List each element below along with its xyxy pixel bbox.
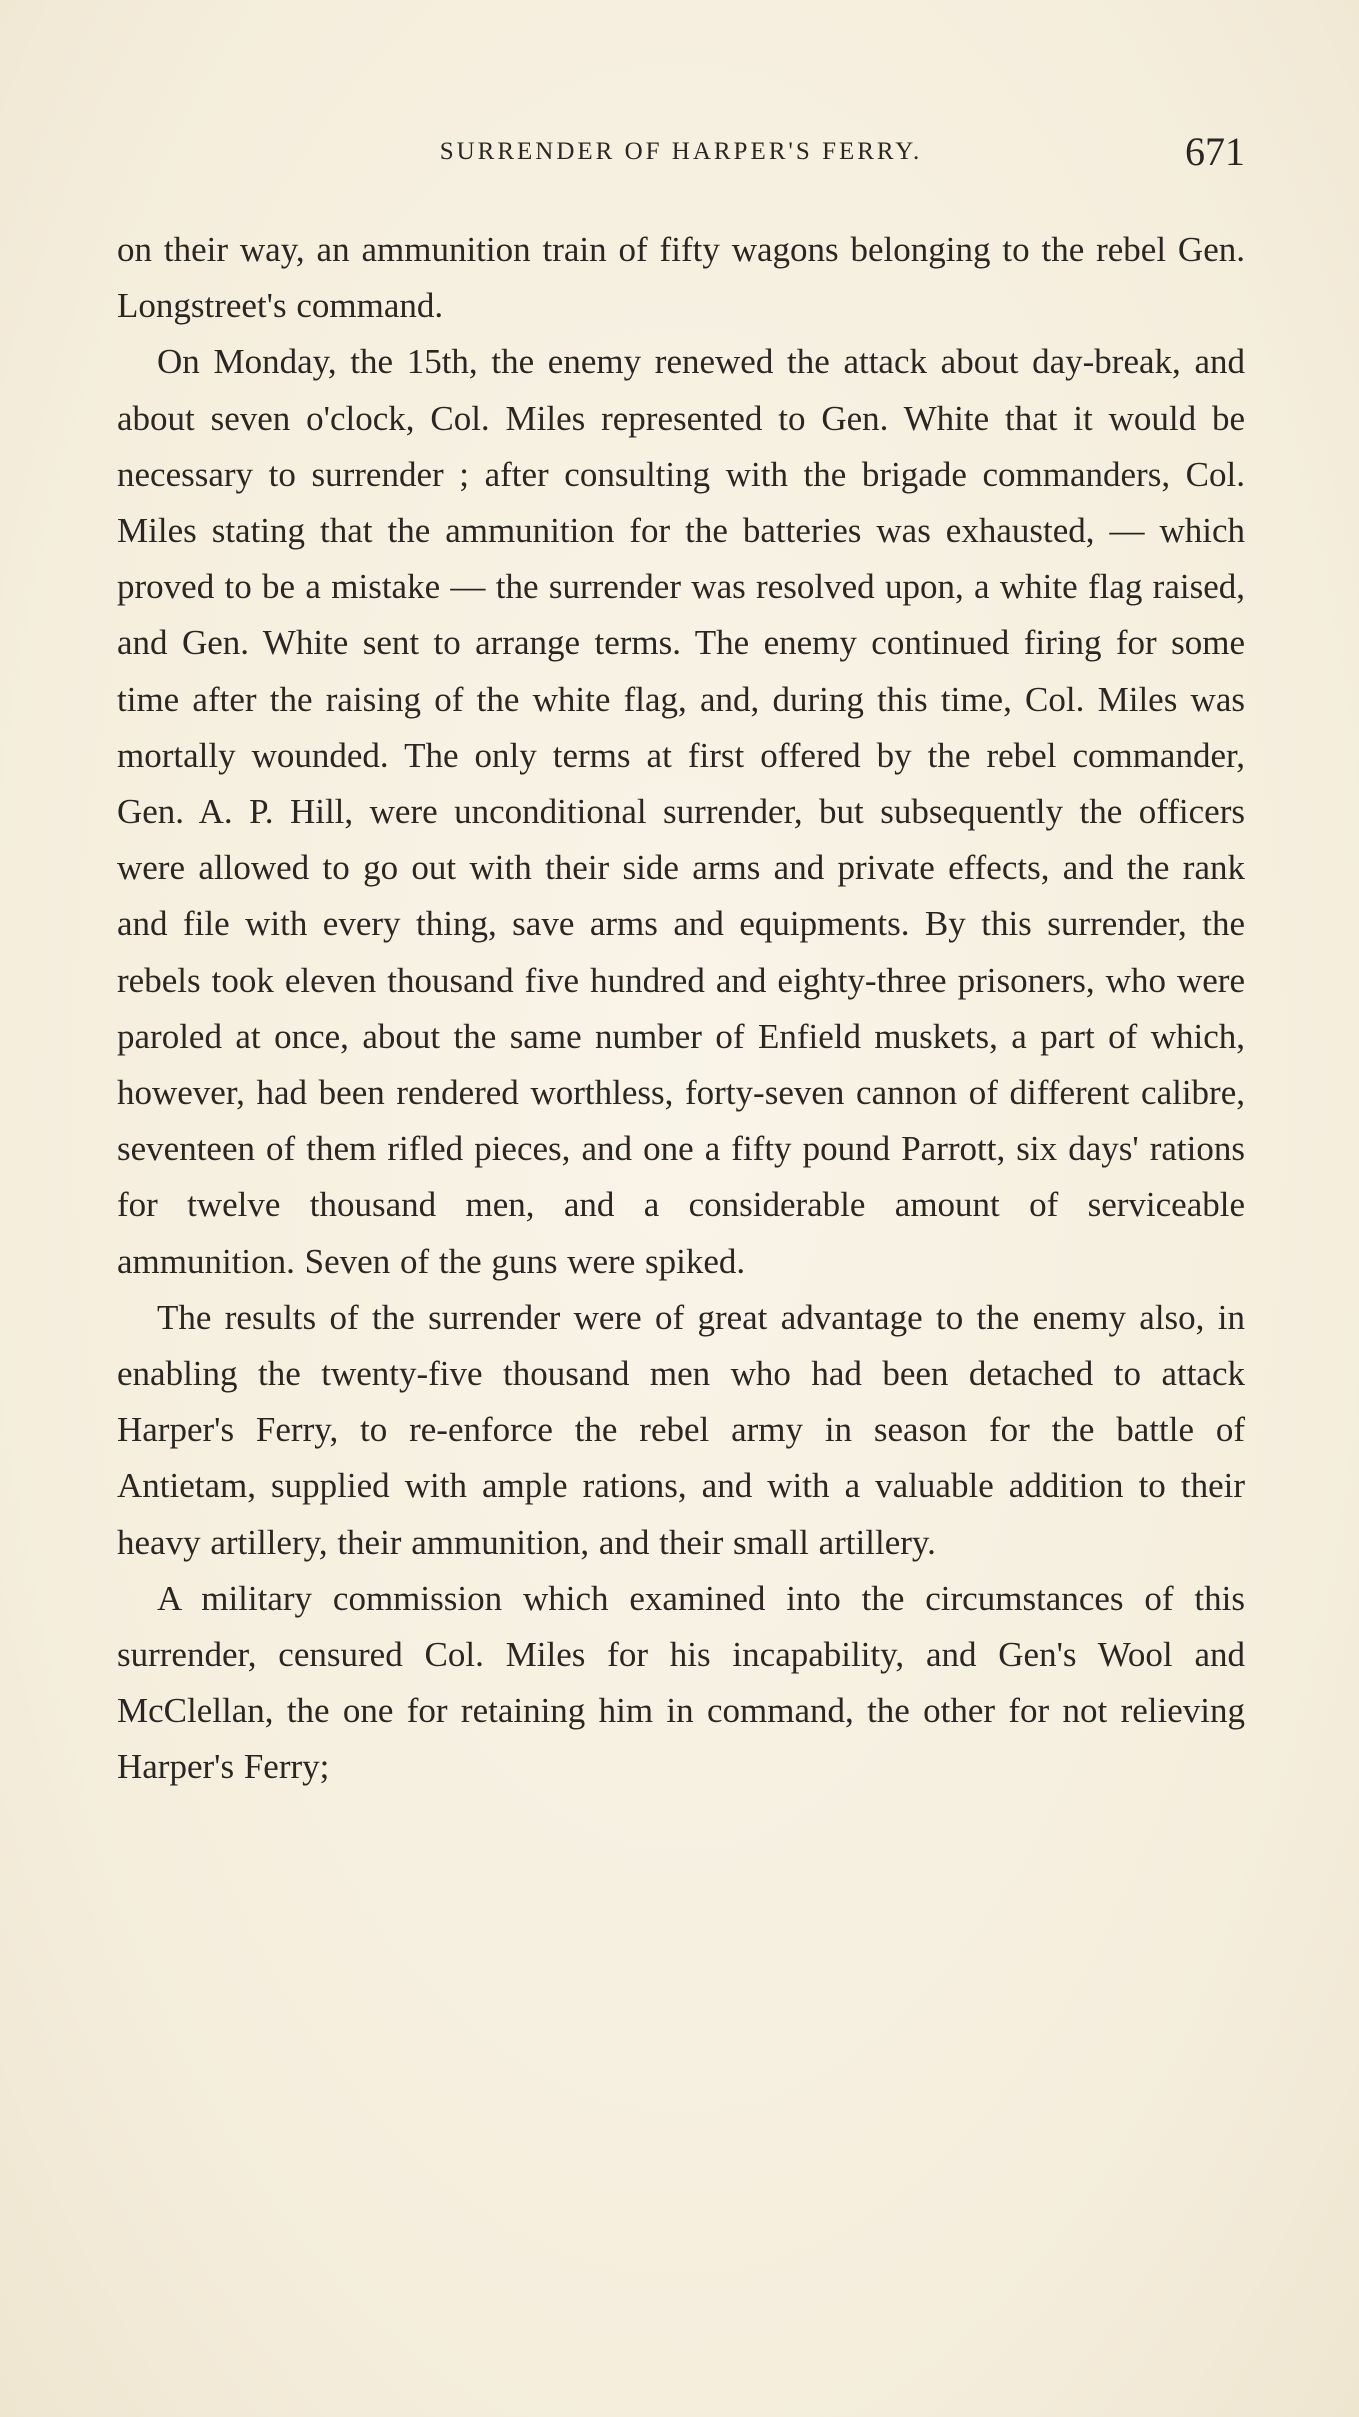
paragraph-surrender-terms: On Monday, the 15th, the enemy renewed the attack about day-break, and about seven o'clock, Col. Miles represented to Gen. White that it would be necessary to surrender ; after consulting with the brigade commanders, Col. Miles stating that the ammunition for the batteries was exhausted, — which proved to be a mistake — the surrender was resolved upon, a white flag raised, and Gen. White sent to arrange terms. The enemy continued firing for some time after the raising of the white flag, and, during this time, Col. Miles was mortally wounded. The only terms at first offered by the rebel commander, Gen. A. P. Hill, were unconditional surrender, but subsequently the officers were allowed to go out with their side arms and private effects, and the rank and file with every thing, save arms and equipments. By this surrender, the rebels took eleven thousand five hundred and eighty-three prisoners, who were paroled at once, about the same number of Enfield muskets, a part of which, however, had been rendered worthless, forty-seven cannon of different calibre, seventeen of them rifled pieces, and one a fifty pound Parrott, six days' rations for twelve thousand men, and a considerable amount of serviceable ammunition. Seven of the guns were spiked.	[117, 342, 1245, 1281]
running-head	[117, 128, 1245, 188]
body-text	[117, 222, 1245, 1796]
paragraph-continuation: on their way, an ammunition train of fifty wagons belonging to the rebel Gen. Longstreet's command.	[117, 230, 1245, 326]
running-title: SURRENDER OF HARPER'S FERRY.	[439, 138, 923, 165]
paragraph-commission: A military commission which examined into the circumstances of this surrender, censured Col. Miles for his incapability, and Gen's Wool and McClellan, the one for retaining him in command, the other for not relieving Harper's Ferry;	[117, 1578, 1245, 1787]
paragraph-results: The results of the surrender were of great advantage to the enemy also, in enabling the twenty-five thousand men who had been detached to attack Harper's Ferry, to re-enforce the rebel army in season for the battle of Antietam, supplied with ample rations, and with a valuable addition to their heavy artillery, their ammunition, and their small artillery.	[117, 1297, 1245, 1562]
page-number: 671	[1185, 129, 1245, 174]
